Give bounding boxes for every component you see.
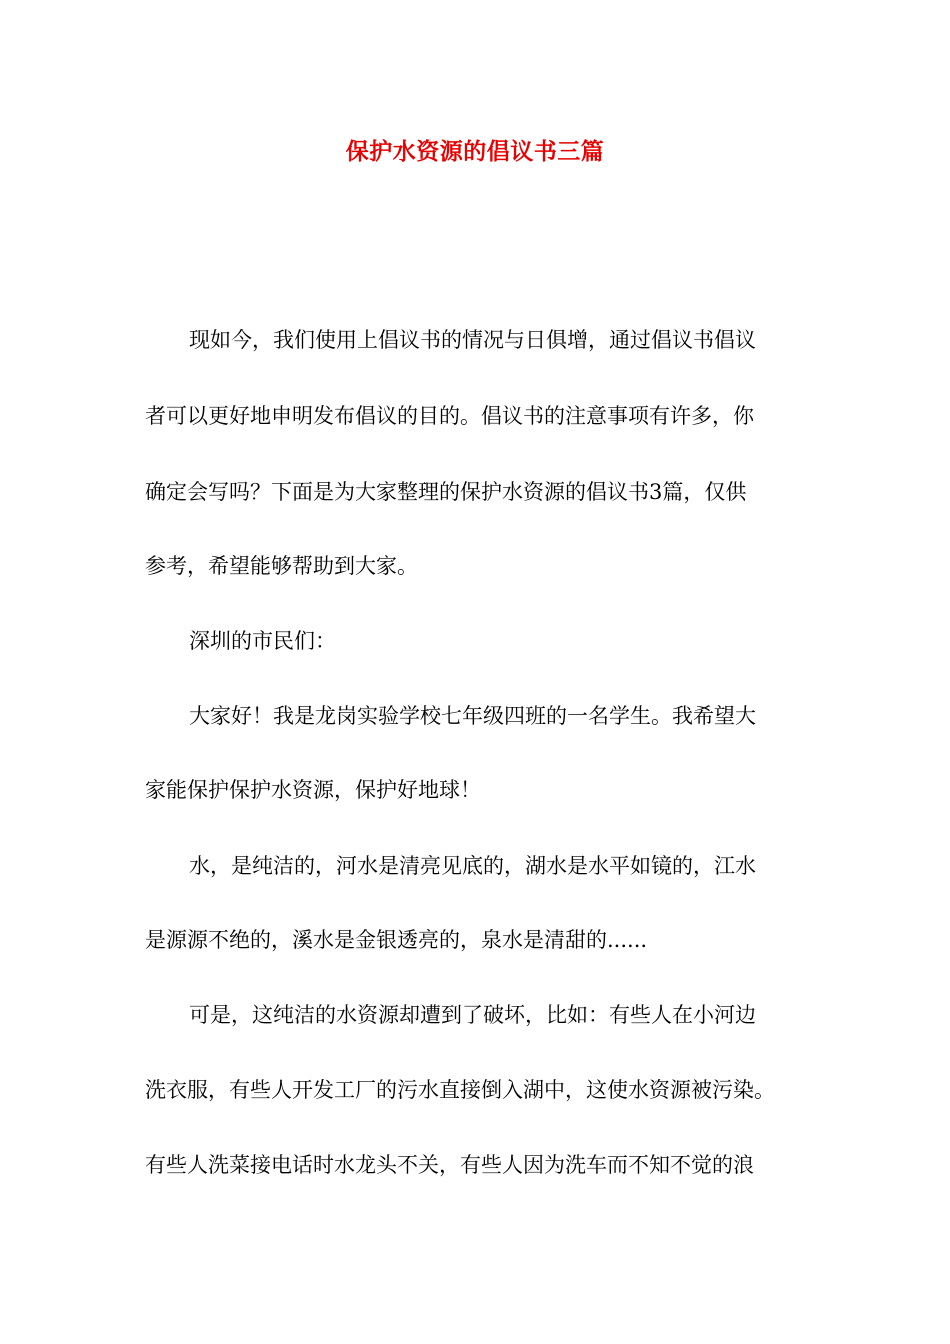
body-line: 确定会写吗？下面是为大家整理的保护水资源的倡议书3篇，仅供 xyxy=(145,480,747,504)
body-line: 可是，这纯洁的水资源却遭到了破坏，比如：有些人在小河边 xyxy=(189,1003,756,1027)
body-line: 家能保护保护水资源，保护好地球！ xyxy=(145,778,481,802)
body-line: 者可以更好地申明发布倡议的目的。倡议书的注意事项有许多，你 xyxy=(145,404,754,428)
document-title: 保护水资源的倡议书三篇 xyxy=(345,139,605,165)
body-line: 有些人洗菜接电话时水龙头不关，有些人因为洗车而不知不觉的浪 xyxy=(145,1153,754,1177)
body-line: 是源源不绝的，溪水是金银透亮的，泉水是清甜的...... xyxy=(145,928,648,952)
body-line: 参考，希望能够帮助到大家。 xyxy=(145,554,418,578)
body-line: 深圳的市民们： xyxy=(189,629,336,653)
body-line: 现如今，我们使用上倡议书的情况与日俱增，通过倡议书倡议 xyxy=(189,328,756,352)
body-line: 水，是纯洁的，河水是清亮见底的，湖水是水平如镜的，江水 xyxy=(189,854,756,878)
body-line: 大家好！我是龙岗实验学校七年级四班的一名学生。我希望大 xyxy=(189,704,756,728)
body-line: 洗衣服，有些人开发工厂的污水直接倒入湖中，这使水资源被污染。 xyxy=(145,1078,775,1102)
